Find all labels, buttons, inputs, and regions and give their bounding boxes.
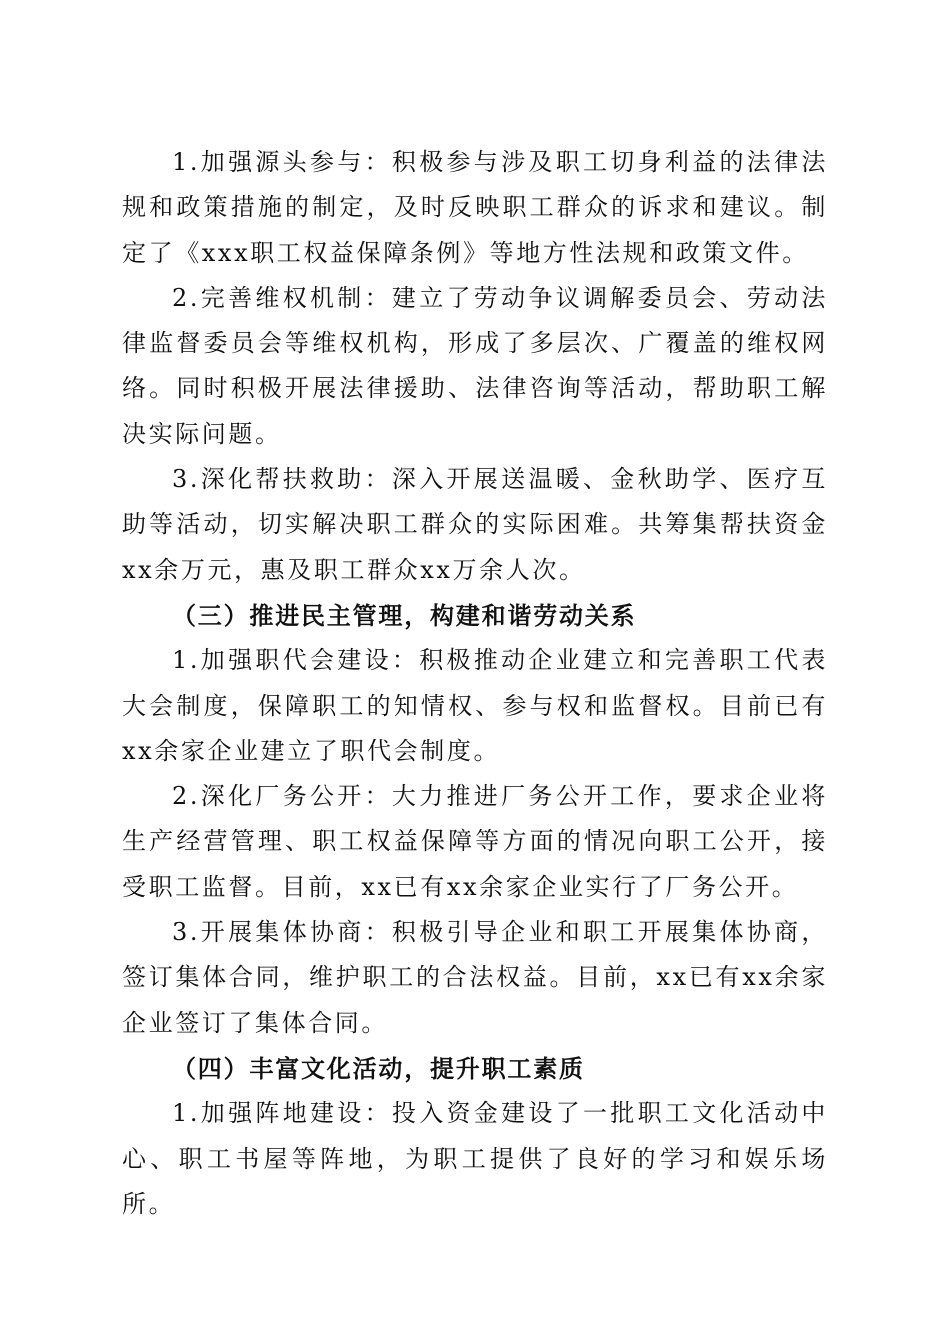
paragraph-source-participation: 1.加强源头参与：积极参与涉及职工切身利益的法律法规和政策措施的制定，及时反映职工群众的诉求和建议。制定了《xxx职工权益保障条例》等地方性法规和政策文件。 bbox=[122, 148, 828, 267]
section-heading-democratic-management: （三）推进民主管理，构建和谐劳动关系 bbox=[172, 600, 637, 630]
section-heading-cultural-activities: （四）丰富文化活动，提升职工素质 bbox=[172, 1053, 585, 1083]
paragraph-facility-building: 1.加强阵地建设：投入资金建设了一批职工文化活动中心、职工书屋等阵地，为职工提供了良好的学习和娱乐场所。 bbox=[122, 1099, 828, 1218]
document-body bbox=[122, 140, 828, 1227]
paragraph-workers-congress: 1.加强职代会建设：积极推动企业建立和完善职工代表大会制度，保障职工的知情权、参与权和监督权。目前已有xx余家企业建立了职代会制度。 bbox=[122, 646, 828, 765]
paragraph-factory-affairs: 2.深化厂务公开：大力推进厂务公开工作，要求企业将生产经营管理、职工权益保障等方面的情况向职工公开，接受职工监督。目前，xx已有xx余家企业实行了厂务公开。 bbox=[122, 782, 828, 901]
paragraph-collective-negotiation: 3.开展集体协商：积极引导企业和职工开展集体协商，签订集体合同，维护职工的合法权益。目前，xx已有xx余家企业签订了集体合同。 bbox=[122, 918, 828, 1037]
paragraph-rights-mechanism: 2.完善维权机制：建立了劳动争议调解委员会、劳动法律监督委员会等维权机构，形成了多层次、广覆盖的维权网络。同时积极开展法律援助、法律咨询等活动，帮助职工解决实际问题。 bbox=[122, 283, 828, 448]
paragraph-assistance: 3.深化帮扶救助：深入开展送温暖、金秋助学、医疗互助等活动，切实解决职工群众的实际困难。共筹集帮扶资金xx余万元，惠及职工群众xx万余人次。 bbox=[122, 465, 828, 584]
